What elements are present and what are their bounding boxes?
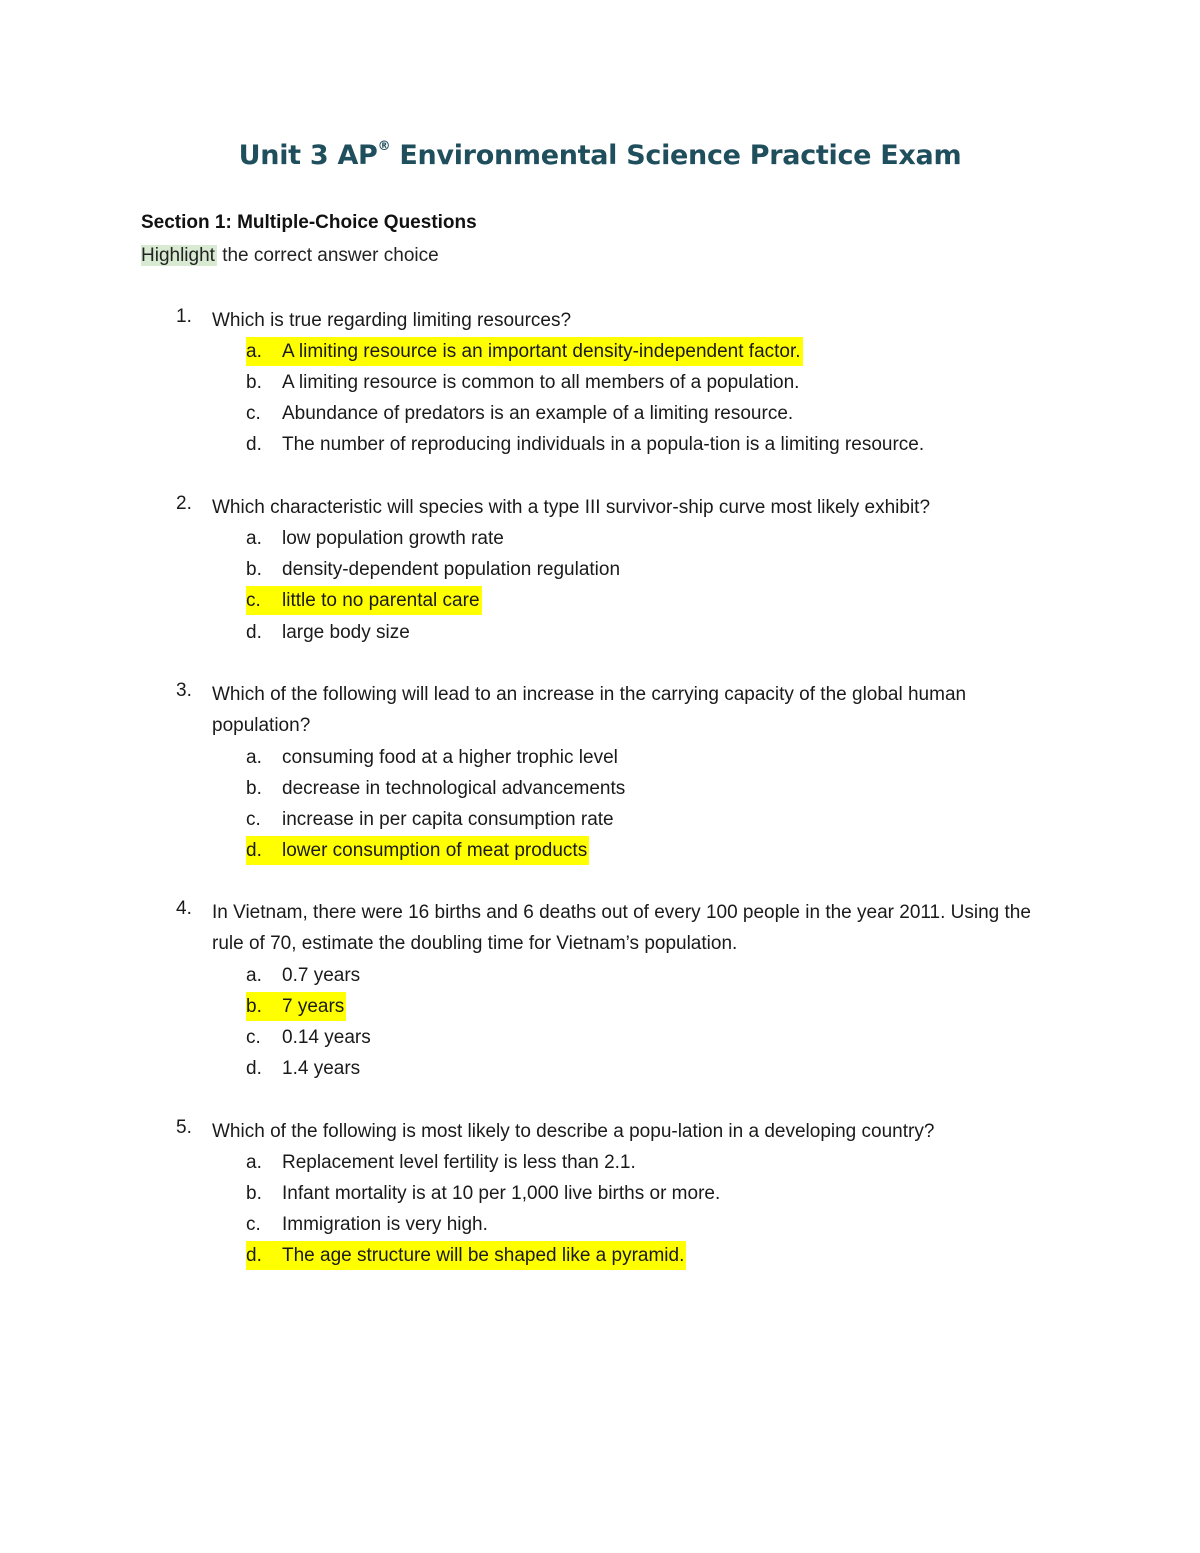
- option-letter: d.: [246, 1245, 262, 1266]
- exam-title-rest: Environmental Science Practice Exam: [390, 140, 962, 171]
- option-letter: a.: [246, 965, 262, 986]
- option-letter: c.: [246, 1027, 261, 1048]
- option-text: The number of reproducing individuals in a popula-tion is a limiting resource.: [282, 434, 925, 455]
- question-text: Which characteristic will species with a type III survivor-ship curve most likely exhibit?: [212, 497, 931, 518]
- option-letter: b.: [246, 559, 262, 580]
- answer-option-content: [246, 743, 620, 772]
- option-letter: d.: [246, 434, 262, 455]
- option-text: The age structure will be shaped like a pyramid.: [282, 1245, 685, 1266]
- answer-option-content: [246, 961, 362, 990]
- question-number: 5.: [176, 1117, 192, 1138]
- option-text: A limiting resource is an important density-independent factor.: [282, 341, 801, 362]
- option-letter: b.: [246, 1183, 262, 1204]
- option-text: Immigration is very high.: [282, 1214, 488, 1235]
- answer-option-content: [246, 1054, 362, 1083]
- option-text: 0.7 years: [282, 965, 361, 986]
- option-letter: c.: [246, 403, 261, 424]
- option-letter: b.: [246, 372, 262, 393]
- answer-option[interactable]: [0, 743, 1200, 774]
- option-text: low population growth rate: [282, 528, 504, 549]
- answer-option[interactable]: [0, 430, 1200, 461]
- answer-option[interactable]: [0, 774, 1200, 805]
- section-heading: Section 1: Multiple-Choice Questions: [141, 212, 477, 233]
- option-letter: d.: [246, 1058, 262, 1079]
- answer-option-content: [246, 555, 622, 584]
- answer-option[interactable]: [0, 1023, 1200, 1054]
- answer-option[interactable]: [0, 555, 1200, 586]
- answer-option-content: [246, 1148, 638, 1177]
- option-text: Infant mortality is at 10 per 1,000 live births or more.: [282, 1183, 721, 1204]
- question-text: Which of the following will lead to an increase in the carrying capacity of the global human population?: [212, 684, 967, 736]
- answer-option-content: [246, 1023, 373, 1052]
- answer-option-content: [246, 618, 412, 647]
- correct-answer-highlight: [246, 836, 589, 865]
- question-number: 4.: [176, 898, 192, 919]
- option-letter: a.: [246, 341, 262, 362]
- answer-option[interactable]: [0, 992, 1200, 1023]
- answer-option[interactable]: [0, 1179, 1200, 1210]
- option-letter: d.: [246, 622, 262, 643]
- answer-option-content: [246, 805, 616, 834]
- option-text: Abundance of predators is an example of a limiting resource.: [282, 403, 794, 424]
- option-letter: b.: [246, 778, 262, 799]
- answer-option[interactable]: [0, 836, 1200, 867]
- answer-option[interactable]: [0, 399, 1200, 430]
- answer-option[interactable]: [0, 618, 1200, 649]
- answer-option[interactable]: [0, 586, 1200, 617]
- option-text: lower consumption of meat products: [282, 840, 588, 861]
- question-number: 3.: [176, 680, 192, 701]
- option-text: consuming food at a higher trophic level: [282, 747, 618, 768]
- answer-option[interactable]: [0, 368, 1200, 399]
- answer-option-content: [246, 1179, 722, 1208]
- option-text: Replacement level fertility is less than 2.1.: [282, 1152, 636, 1173]
- option-text: 7 years: [282, 996, 345, 1017]
- question-number: 1.: [176, 306, 192, 327]
- option-text: increase in per capita consumption rate: [282, 809, 614, 830]
- option-letter: c.: [246, 809, 261, 830]
- correct-answer-highlight: [246, 337, 803, 366]
- question-number: 2.: [176, 493, 192, 514]
- instruction-rest: the correct answer choice: [216, 245, 439, 266]
- option-text: decrease in technological advancements: [282, 778, 626, 799]
- answer-option-content: [246, 399, 795, 428]
- question-text: Which is true regarding limiting resources?: [212, 310, 572, 331]
- correct-answer-highlight: [246, 586, 482, 615]
- question-text: In Vietnam, there were 16 births and 6 deaths out of every 100 people in the year 2011. Using the rule of 70, estimate the doubling time for Vietnam’s population.: [212, 902, 1031, 954]
- option-letter: a.: [246, 747, 262, 768]
- answer-option[interactable]: [0, 1148, 1200, 1179]
- option-letter: a.: [246, 1152, 262, 1173]
- option-text: large body size: [282, 622, 410, 643]
- correct-answer-highlight: [246, 1241, 686, 1270]
- option-text: 1.4 years: [282, 1058, 361, 1079]
- instruction-text: [141, 245, 439, 267]
- answer-option[interactable]: [0, 1241, 1200, 1272]
- correct-answer-highlight: [246, 992, 346, 1021]
- exam-title: [0, 140, 1200, 171]
- answer-option[interactable]: [0, 524, 1200, 555]
- option-text: 0.14 years: [282, 1027, 371, 1048]
- answer-option-content: [246, 1210, 490, 1239]
- answer-option[interactable]: [0, 961, 1200, 992]
- answer-option-content: [246, 524, 506, 553]
- option-letter: c.: [246, 1214, 261, 1235]
- option-text: A limiting resource is common to all members of a population.: [282, 372, 800, 393]
- option-text: little to no parental care: [282, 590, 480, 611]
- answer-option[interactable]: [0, 805, 1200, 836]
- answer-option-content: [246, 430, 926, 459]
- answer-option[interactable]: [0, 337, 1200, 368]
- instruction-highlight-word: Highlight: [141, 245, 215, 266]
- option-letter: b.: [246, 996, 262, 1017]
- answer-option[interactable]: [0, 1210, 1200, 1241]
- option-letter: d.: [246, 840, 262, 861]
- exam-title-main: Unit 3 AP: [238, 140, 378, 171]
- question-text: Which of the following is most likely to describe a popu-lation in a developing country?: [212, 1121, 935, 1142]
- option-letter: c.: [246, 590, 261, 611]
- answer-option[interactable]: [0, 1054, 1200, 1085]
- registered-mark: ®: [377, 139, 391, 154]
- answer-option-content: [246, 774, 627, 803]
- option-text: density-dependent population regulation: [282, 559, 621, 580]
- answer-option-content: [246, 368, 801, 397]
- option-letter: a.: [246, 528, 262, 549]
